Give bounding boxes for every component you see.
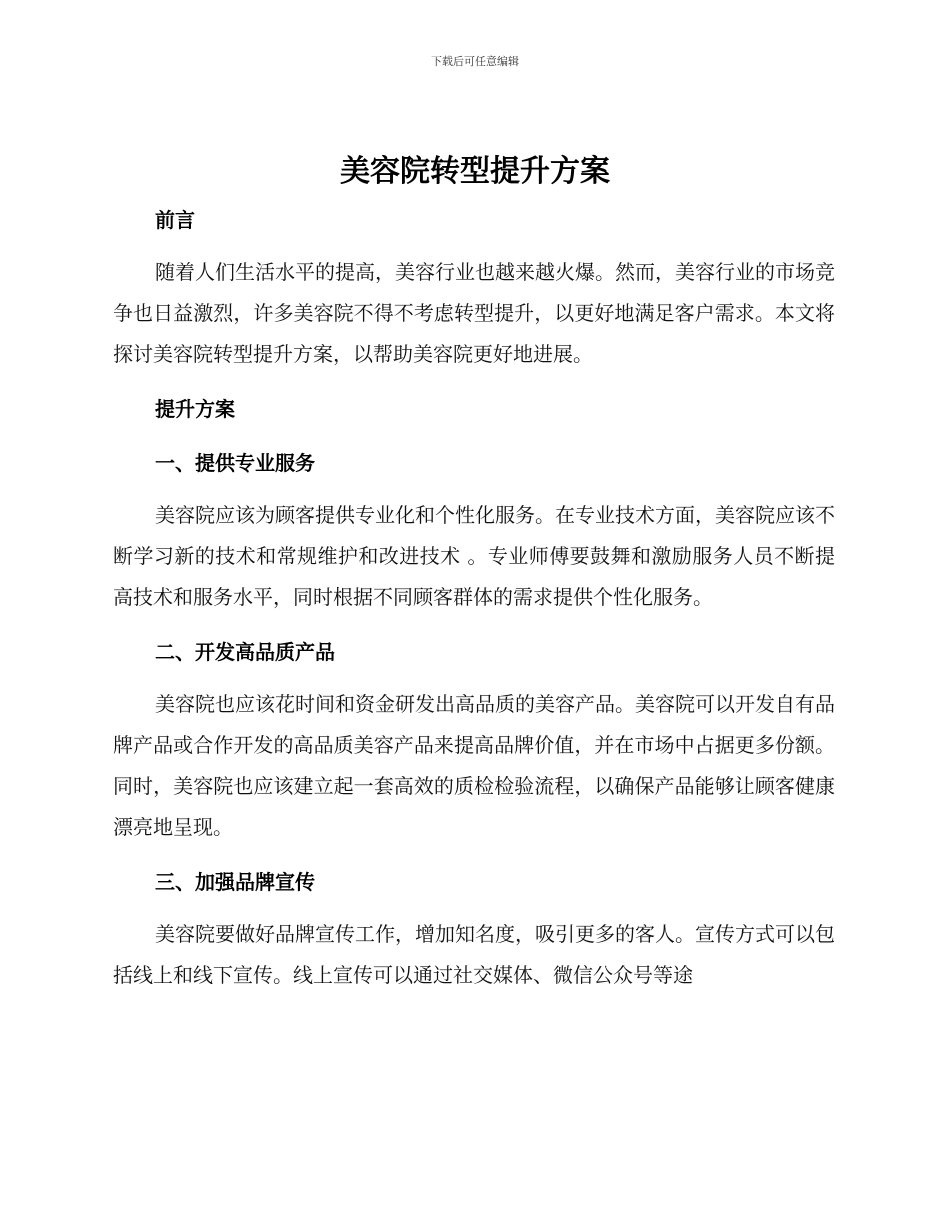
section-heading-product: 二、开发高品质产品 bbox=[155, 640, 335, 664]
document-title: 美容院转型提升方案 bbox=[340, 154, 610, 189]
preface-paragraph: 随着人们生活水平的提高，美容行业也越来越火爆。然而，美容行业的市场竞争也日益激烈，许多美容院不得不考虑转型提升，以更好地满足客户需求。本文将探讨美容院转型提升方案，以帮助美容院更好地进展。 bbox=[113, 260, 835, 366]
section-paragraph-product: 美容院也应该花时间和资金研发出高品质的美容产品。美容院可以开发自有品牌产品或合作开发的高品质美容产品来提高品牌价值，并在市场中占据更多份额。同时，美容院也应该建立起一套高效的质检检验流程，以确保产品能够让顾客健康漂亮地呈现。 bbox=[113, 692, 835, 839]
header-note: 下载后可任意编辑 bbox=[431, 55, 519, 68]
section-paragraph-brand: 美容院要做好品牌宣传工作，增加知名度，吸引更多的客人。宣传方式可以包括线上和线下宣传。线上宣传可以通过社交媒体、微信公众号等途 bbox=[113, 922, 835, 987]
section-heading-service: 一、提供专业服务 bbox=[155, 451, 315, 475]
section-paragraph-service: 美容院应该为顾客提供专业化和个性化服务。在专业技术方面，美容院应该不断学习新的技术和常规维护和改进技术 。专业师傅要鼓舞和激励服务人员不断提高技术和服务水平，同时根据不同顾客群体的需求提供个性化服务。 bbox=[113, 503, 835, 609]
document-body bbox=[113, 198, 835, 996]
plan-heading: 提升方案 bbox=[155, 397, 235, 421]
section-heading-brand: 三、加强品牌宣传 bbox=[155, 870, 315, 894]
preface-heading: 前言 bbox=[155, 208, 195, 232]
